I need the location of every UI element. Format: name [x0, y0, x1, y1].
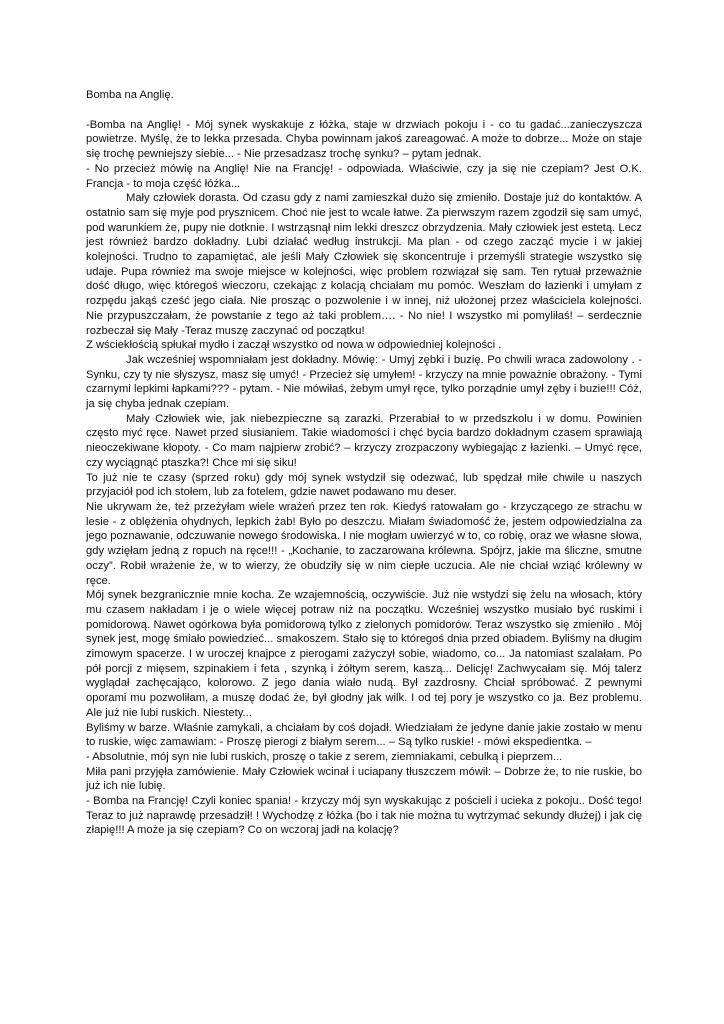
paragraph-5: Jak wcześniej wspomniałam jest dokładny. Mówię: - Umyj zębki i buzię. Po chwili wraca zadowolony . - Synku, czy ty nie słyszysz, masz się umyć! - Przecież się umyłem! - krzyczy na mnie poważnie obrażony. - Tymi czarnymi lepkimi łapkami??? - pytam. - Nie mówiłaś, żebym umył ręce, tylko porządnie umył zęby i buzie!!! Cóż, ja się chyba jednak czepiam.	[86, 353, 642, 411]
paragraph-10: Byliśmy w barze. Właśnie zamykali, a chciałam by coś dojadł. Wiedziałam że jedyne danie jakie zostało w menu to ruskie, więc zamawiam: - Proszę pierogi z białym serem... – Są tylko ruskie! - mówi ekspedientka. –	[86, 721, 642, 749]
document-title: Bomba na Anglię.	[86, 89, 174, 101]
paragraph-8: Nie ukrywam że, też przeżyłam wiele wrażeń przez ten rok. Kiedyś ratowałam go - krzyczącego ze strachu w lesie - z oblężenia ohydnych, lepkich żab! Było po deszczu. Miałam świadomość że, jestem odpowiedzialna za jego poznawanie, odczuwanie nowego środowiska. I nie mogłam uwierzyć w to, co robię, oraz we własne słowa, gdy wzięłam jedną z ropuch na ręce!!! - „Kochanie, to zaczarowana królewna. Spójrz, jakie ma śliczne, smutne oczy”. Robił wrażenie że, w to wierzy, że obudziły się w nim ciepłe uczucia. Ale nie chciał wziąć królewny w ręce.	[86, 500, 642, 587]
paragraph-13: - Bomba na Francję! Czyli koniec spania! - krzyczy mój syn wyskakując z pościeli i ucieka z pokoju.. Dość tego! Teraz to już naprawdę przesadził! ! Wychodzę z łóżka (bo i tak nie można tu wytrzymać sekundy dłużej) i jak cię złapię!!! A może ja się czepiam? Co on wczoraj jadł na kolację?	[86, 795, 642, 837]
paragraph-12: Miła pani przyjęła zamówienie. Mały Człowiek wcinał i uciapany tłuszczem mówił: – Dobrze że, to nie ruskie, bo już ich nie lubię.	[86, 765, 642, 793]
paragraph-7: To już nie te czasy (sprzed roku) gdy mój synek wstydził się odezwać, lub spędzał miłe chwile u naszych przyjaciół pod ich stołem, lub za fotelem, gdzie nawet podawano mu deser.	[86, 471, 642, 499]
paragraph-2: - No przecież mówię na Anglię! Nie na Francję! - odpowiada. Właściwie, czy ja się nie czepiam? Jest O.K. Francja - to moja część łóżka...	[86, 162, 642, 190]
paragraph-3: Mały człowiek dorasta. Od czasu gdy z nami zamieszkał dużo się zmieniło. Dostaje już do kontaktów. A ostatnio sam się myje pod prysznicem. Choć nie jest to wcale łatwe. Za pierwszym razem zgodził się sam umyć, pod warunkiem że, pupy nie dotknie. I wstrząsnął nim lekki dreszcz obrzydzenia. Mały człowiek jest estetą. Lecz jest również bardzo dokładny. Lubi działać według instrukcji. Ma plan - od czego zacząć mycie i w jakiej kolejności. Trudno to zapamiętać, ale jeśli Mały Człowiek się skoncentruje i przemyśli strategie wszystko się udaje. Pupa również ma swoje miejsce w kolejności, więc problem rozwiązał się sam. Ten rytuał przeważnie dość długo, więc któregoś wieczoru, czekając z kolacją chciałam mu pomóc. Weszłam do łazienki i umyłam z rozpędu jakąś cześć jego ciała. Nie prosząc o pozwolenie i w innej, niż ułożonej przez właściciela kolejności. Nie przypuszczałam, że powstanie z tego aż taki problem…. - No nie! I wszystko mi pomyliłaś! – serdecznie rozbeczał się Mały -Teraz muszę zaczynać od początku!	[86, 192, 642, 337]
paragraph-1: -Bomba na Anglię! - Mój synek wyskakuje z łóżka, staje w drzwiach pokoju i - co tu gadać...zanieczyszcza powietrze. Myślę, że to lekka przesada. Chyba powinnam jakoś zareagować. A może to dobrze... Może on staje się trochę pewniejszy siebie... - Nie przesadzasz trochę synku? – pytam jednak.	[86, 118, 642, 161]
paragraph-11: - Absolutnie, mój syn nie lubi ruskich, proszę o takie z serem, ziemniakami, cebulką i pieprzem...	[86, 750, 563, 763]
document-page	[86, 88, 642, 838]
paragraph-6: Mały Człowiek wie, jak niebezpieczne są zarazki. Przerabiał to w przedszkolu i w domu. Powinien często myć ręce. Nawet przed siusianiem. Takie wiadomości i chęć bycia bardzo dokładnym czasem sprawiają nieoczekiwane kłopoty. - Co mam najpierw zrobić? – krzyczy zrozpaczony wybiegając z łazienki. – Umyć ręce, czy wyciągnąć ptaszka?! Chce mi się siku!	[86, 412, 642, 469]
paragraph-9: Mój synek bezgranicznie mnie kocha. Ze wzajemnością, oczywiście. Już nie wstydzi się żelu na włosach, który mu czasem nakładam i je o wiele więcej potraw niż na początku. Wcześniej wszystko musiało być ruskimi i pomidorową. Nawet ogórkowa była pomidorową tylko z zielonych pomidorów. Teraz wszystko się zmieniło . Mój synek jest, mogę śmiało powiedzieć... smakoszem. Stało się to któregoś dnia przed obiadem. Byliśmy na długim zimowym spacerze. I w uroczej knajpce z pierogami zażyczył sobie, wiadomo, co... Ja natomiast szalałam. Po pół porcji z mięsem, szpinakiem i feta , szynką i żółtym serem, kaszą... Delicję! Zachwycałam się. Mój talerz wyglądał zachęcająco, kolorowo. Z jego dania wiało nudą. Był zazdrosny. Chciał spróbować. Z pewnymi oporami mu pozwoliłam, a muszę dodać że, był głodny jak wilk. I od tej pory je wszystko co ja. Bez problemu. Ale już nie lubi ruskich. Niestety...	[86, 589, 642, 719]
paragraph-4: Z wściekłością spłukał mydło i zaczął wszystko od nowa w odpowiedniej kolejności .	[86, 339, 502, 352]
